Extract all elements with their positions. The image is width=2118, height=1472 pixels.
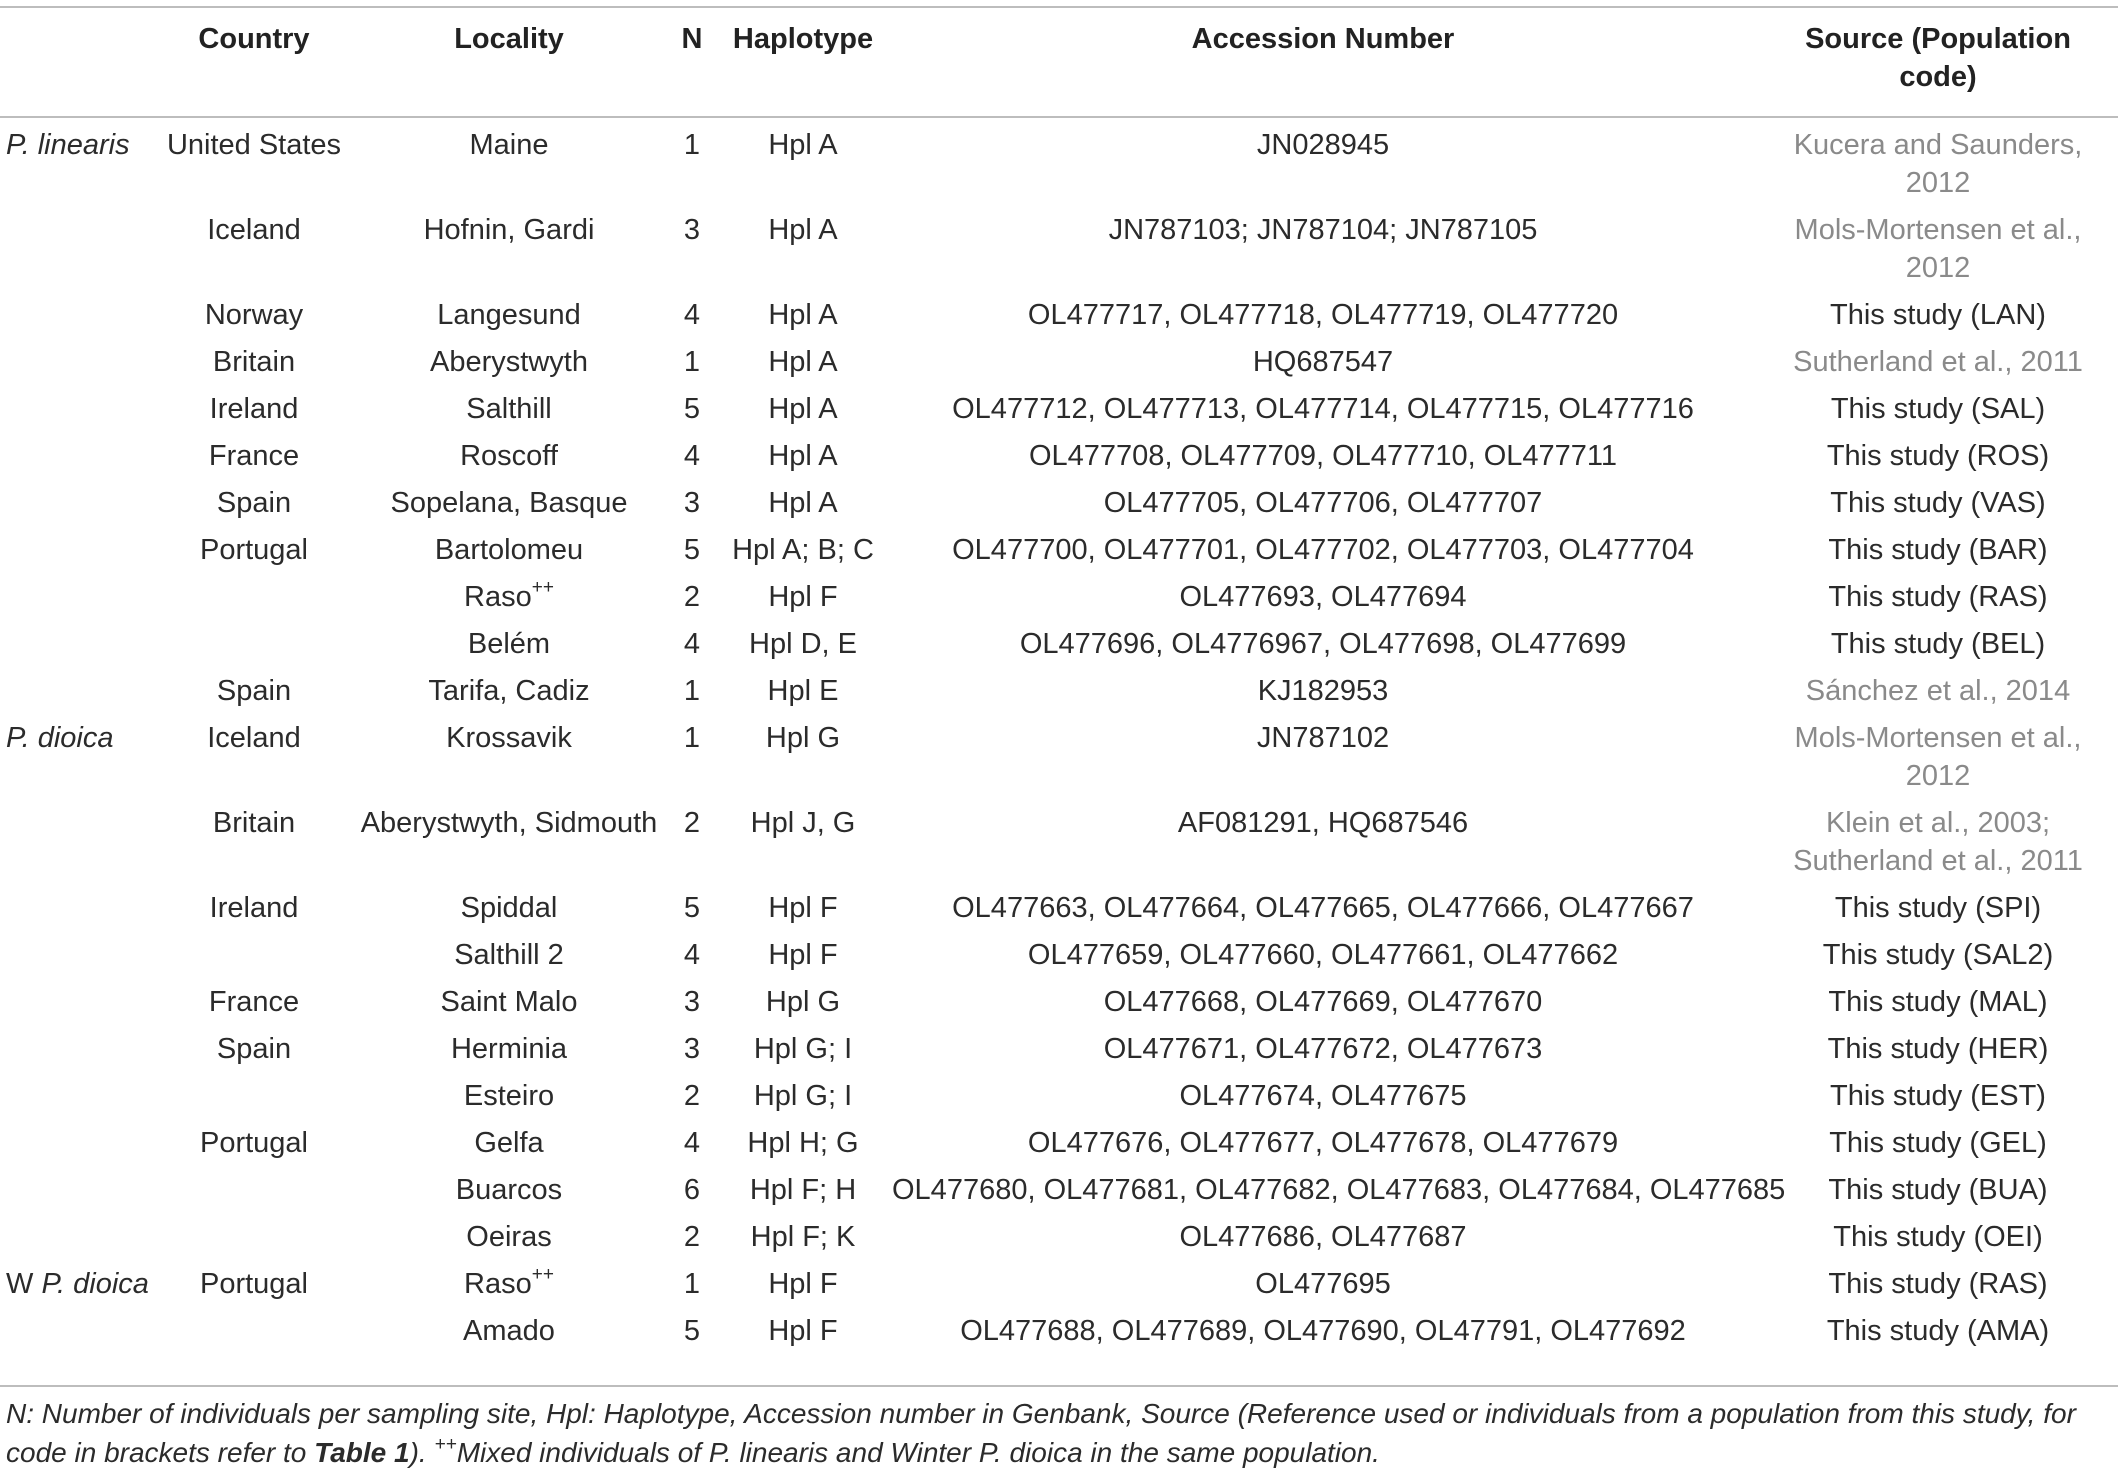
table-row: [0, 386, 2118, 433]
cell-source: Klein et al., 2003; Sutherland et al., 2011: [1793, 807, 2083, 877]
header-source: Source (Population code): [1805, 23, 2071, 93]
cell-n: 5: [683, 1315, 701, 1347]
cell-n: 3: [683, 214, 701, 246]
cell-locality: [352, 1167, 666, 1214]
species-name: P. dioica: [6, 722, 114, 754]
locality-name: Bartolomeu: [434, 534, 584, 566]
cell-accession: OL477686, OL477687: [1179, 1221, 1467, 1253]
cell-source: This study (AMA): [1826, 1315, 2050, 1347]
locality-name: Tarifa, Cadiz: [428, 675, 590, 707]
cell-haplotype: Hpl F: [768, 892, 838, 924]
table-row: [0, 715, 2118, 800]
cell-haplotype: Hpl G: [765, 722, 841, 754]
header-accession: Accession Number: [1191, 23, 1455, 55]
cell-species: [0, 112, 156, 207]
cell-haplotype: Hpl F: [768, 581, 838, 613]
cell-species: [0, 1167, 156, 1214]
cell-haplotype: Hpl H; G: [747, 1127, 859, 1159]
locality-name: Saint Malo: [440, 986, 578, 1018]
table-row: [0, 800, 2118, 885]
table-row: [0, 207, 2118, 292]
cell-locality: [352, 1308, 666, 1355]
cell-n: 2: [683, 807, 701, 839]
cell-country: [156, 1167, 352, 1214]
cell-species: [0, 1214, 156, 1261]
table-row: [0, 1073, 2118, 1120]
cell-source: Mols-Mortensen et al., 2012: [1794, 214, 2082, 284]
cell-source: This study (BAR): [1828, 534, 2048, 566]
cell-species: [0, 480, 156, 527]
cell-locality: [352, 1026, 666, 1073]
cell-species: [0, 885, 156, 932]
cell-species: [0, 715, 156, 800]
locality-name: Salthill: [466, 393, 552, 425]
cell-haplotype: Hpl E: [767, 675, 839, 707]
cell-accession: OL477663, OL477664, OL477665, OL477666, OL477667: [952, 892, 1694, 924]
cell-country: United States: [166, 129, 342, 161]
cell-species: [0, 668, 156, 715]
cell-locality: [352, 207, 666, 292]
cell-haplotype: Hpl A: [768, 393, 838, 425]
table-row: [0, 1120, 2118, 1167]
locality-name: Raso: [464, 1268, 532, 1300]
cell-locality: [352, 1120, 666, 1167]
cell-species: [0, 1308, 156, 1355]
cell-source: This study (VAS): [1830, 487, 2046, 519]
cell-species: [0, 800, 156, 885]
cell-haplotype: Hpl F: [768, 1268, 838, 1300]
cell-country: Iceland: [207, 722, 301, 754]
cell-accession: OL477680, OL477681, OL477682, OL477683, OL477684, OL477685: [892, 1174, 1786, 1206]
table-row: [0, 668, 2118, 715]
table-footnote: [6, 1394, 2106, 1472]
cell-haplotype: Hpl F: [768, 1315, 838, 1347]
cell-haplotype: Hpl F: [768, 939, 838, 971]
cell-locality: [352, 339, 666, 386]
cell-species: [0, 339, 156, 386]
table-row: [0, 1261, 2118, 1308]
cell-country: Iceland: [207, 214, 301, 246]
cell-species: [0, 527, 156, 574]
cell-country: Ireland: [209, 892, 299, 924]
cell-n: 2: [683, 581, 701, 613]
cell-source: This study (EST): [1830, 1080, 2046, 1112]
table-row: [0, 1308, 2118, 1355]
table-row: [0, 527, 2118, 574]
cell-locality: [352, 1214, 666, 1261]
cell-accession: OL477668, OL477669, OL477670: [1103, 986, 1543, 1018]
cell-haplotype: Hpl A: [768, 129, 838, 161]
cell-source: This study (SPI): [1834, 892, 2042, 924]
cell-source: This study (SAL): [1830, 393, 2046, 425]
cell-accession: JN787102: [1256, 722, 1390, 754]
cell-n: 5: [683, 393, 701, 425]
cell-locality: [352, 433, 666, 480]
cell-haplotype: Hpl F; K: [750, 1221, 856, 1253]
cell-accession: AF081291, HQ687546: [1177, 807, 1469, 839]
cell-source: This study (HER): [1827, 1033, 2049, 1065]
cell-locality: [352, 979, 666, 1026]
cell-country: France: [208, 986, 300, 1018]
locality-name: Spiddal: [460, 892, 558, 924]
cell-accession: OL477700, OL477701, OL477702, OL477703, OL477704: [952, 534, 1694, 566]
locality-name: Oeiras: [466, 1221, 552, 1253]
cell-n: 1: [683, 1268, 701, 1300]
cell-accession: OL477674, OL477675: [1179, 1080, 1467, 1112]
cell-haplotype: Hpl J, G: [750, 807, 856, 839]
header-haplotype: Haplotype: [732, 23, 874, 55]
cell-country: Ireland: [209, 393, 299, 425]
cell-species: [0, 1026, 156, 1073]
table-row: [0, 932, 2118, 979]
cell-accession: JN028945: [1256, 129, 1390, 161]
cell-n: 1: [683, 722, 701, 754]
cell-n: 1: [683, 675, 701, 707]
species-name: W P. dioica: [6, 1268, 149, 1300]
cell-country: Spain: [216, 487, 292, 519]
cell-accession: OL477696, OL4776967, OL477698, OL477699: [1019, 628, 1627, 660]
cell-source: Sutherland et al., 2011: [1793, 346, 2083, 378]
cell-haplotype: Hpl A: [768, 487, 838, 519]
cell-country: Spain: [216, 675, 292, 707]
bottom-rule: [0, 1385, 2118, 1387]
cell-accession: OL477693, OL477694: [1179, 581, 1467, 613]
table-row: [0, 292, 2118, 339]
top-rule: [0, 6, 2118, 8]
table-row: [0, 1026, 2118, 1073]
cell-n: 5: [683, 534, 701, 566]
cell-country: Norway: [204, 299, 304, 331]
cell-species: [0, 621, 156, 668]
cell-source: This study (GEL): [1829, 1127, 2047, 1159]
cell-locality: [352, 800, 666, 885]
cell-n: 1: [683, 129, 701, 161]
cell-species: [0, 386, 156, 433]
table-row: [0, 621, 2118, 668]
cell-country: [156, 574, 352, 621]
cell-source: This study (ROS): [1826, 440, 2050, 472]
cell-source: This study (OEI): [1833, 1221, 2043, 1253]
cell-locality: [352, 386, 666, 433]
cell-haplotype: Hpl F; H: [749, 1174, 857, 1206]
locality-name: Hofnin, Gardi: [423, 214, 595, 246]
locality-name: Gelfa: [474, 1127, 544, 1159]
cell-locality: [352, 1073, 666, 1120]
table-row: [0, 885, 2118, 932]
cell-species: [0, 1120, 156, 1167]
cell-n: 2: [683, 1080, 701, 1112]
cell-country: France: [208, 440, 300, 472]
cell-accession: OL477695: [1255, 1268, 1391, 1300]
cell-source: Kucera and Saunders, 2012: [1793, 129, 2083, 199]
cell-species: [0, 207, 156, 292]
cell-accession: OL477676, OL477677, OL477678, OL477679: [1027, 1127, 1619, 1159]
cell-n: 4: [683, 1127, 701, 1159]
cell-source: Sánchez et al., 2014: [1805, 675, 2071, 707]
cell-n: 3: [683, 487, 701, 519]
cell-n: 1: [683, 346, 701, 378]
locality-superscript: ++: [531, 1264, 554, 1286]
cell-haplotype: Hpl D, E: [749, 628, 857, 660]
table-row: [0, 1167, 2118, 1214]
locality-superscript: ++: [531, 577, 554, 599]
cell-source: This study (SAL2): [1822, 939, 2054, 971]
cell-country: Portugal: [199, 1268, 308, 1300]
cell-n: 2: [683, 1221, 701, 1253]
cell-haplotype: Hpl A: [768, 346, 838, 378]
table-row: [0, 339, 2118, 386]
cell-country: Spain: [216, 1033, 292, 1065]
header-n: N: [681, 23, 703, 55]
cell-n: 4: [683, 299, 701, 331]
cell-accession: OL477717, OL477718, OL477719, OL477720: [1027, 299, 1619, 331]
locality-name: Esteiro: [463, 1080, 555, 1112]
cell-haplotype: Hpl G; I: [753, 1033, 853, 1065]
cell-species: [0, 1261, 156, 1308]
locality-name: Langesund: [437, 299, 581, 331]
cell-locality: [352, 668, 666, 715]
locality-name: Aberystwyth: [430, 346, 588, 378]
cell-source: This study (BEL): [1830, 628, 2046, 660]
header-country: Country: [198, 23, 310, 55]
cell-locality: [352, 527, 666, 574]
haplotype-table: [0, 14, 2118, 1355]
cell-locality: [352, 885, 666, 932]
table-row: [0, 1214, 2118, 1261]
cell-accession: OL477712, OL477713, OL477714, OL477715, OL477716: [952, 393, 1694, 425]
cell-species: [0, 433, 156, 480]
cell-source: This study (LAN): [1830, 299, 2046, 331]
header-row: [0, 14, 2118, 112]
footnote-superscript: ++: [434, 1433, 457, 1455]
cell-haplotype: Hpl A: [768, 214, 838, 246]
cell-haplotype: Hpl A: [768, 440, 838, 472]
table-body: [0, 112, 2118, 1355]
cell-country: [156, 621, 352, 668]
locality-name: Roscoff: [460, 440, 558, 472]
table-row: [0, 574, 2118, 621]
cell-haplotype: Hpl G; I: [753, 1080, 853, 1112]
cell-accession: OL477705, OL477706, OL477707: [1103, 487, 1543, 519]
header-species: [0, 14, 156, 112]
cell-source: This study (BUA): [1828, 1174, 2048, 1206]
cell-locality: [352, 621, 666, 668]
cell-species: [0, 574, 156, 621]
cell-species: [0, 979, 156, 1026]
locality-name: Belém: [467, 628, 551, 660]
locality-name: Salthill 2: [454, 939, 564, 971]
cell-source: Mols-Mortensen et al., 2012: [1794, 722, 2082, 792]
cell-source: This study (RAS): [1828, 1268, 2048, 1300]
cell-n: 6: [683, 1174, 701, 1206]
cell-country: Britain: [212, 807, 296, 839]
cell-accession: KJ182953: [1257, 675, 1389, 707]
cell-accession: OL477708, OL477709, OL477710, OL477711: [1028, 440, 1617, 472]
table-row: [0, 979, 2118, 1026]
cell-source: This study (RAS): [1828, 581, 2048, 613]
cell-accession: OL477688, OL477689, OL477690, OL47791, OL477692: [960, 1315, 1686, 1347]
locality-name: Raso: [464, 581, 532, 613]
cell-accession: HQ687547: [1252, 346, 1394, 378]
cell-haplotype: Hpl A; B; C: [732, 534, 874, 566]
cell-country: Portugal: [199, 1127, 308, 1159]
cell-country: [156, 1214, 352, 1261]
locality-name: Herminia: [450, 1033, 568, 1065]
header-locality: Locality: [454, 23, 564, 55]
cell-source: This study (MAL): [1828, 986, 2048, 1018]
cell-locality: [352, 292, 666, 339]
cell-n: 3: [683, 986, 701, 1018]
locality-name: Maine: [469, 129, 549, 161]
cell-species: [0, 1073, 156, 1120]
cell-species: [0, 932, 156, 979]
table-row: [0, 433, 2118, 480]
cell-haplotype: Hpl G: [765, 986, 841, 1018]
table-row: [0, 480, 2118, 527]
cell-n: 4: [683, 628, 701, 660]
locality-name: Amado: [463, 1315, 555, 1347]
cell-n: 4: [683, 440, 701, 472]
cell-haplotype: Hpl A: [768, 299, 838, 331]
locality-name: Aberystwyth, Sidmouth: [360, 807, 658, 839]
footnote-text-1: N: Number of individuals per sampling site, Hpl: Haplotype, Accession number in Genbank, Source (Reference used or individuals from a population from this study, for code in brackets refer to: [6, 1398, 2076, 1468]
cell-country: Britain: [212, 346, 296, 378]
cell-accession: JN787103; JN787104; JN787105: [1108, 214, 1538, 246]
footnote-text-3: Mixed individuals of P. linearis and Winter P. dioica in the same population.: [456, 1437, 1380, 1468]
locality-name: Sopelana, Basque: [390, 487, 628, 519]
cell-country: [156, 932, 352, 979]
cell-country: Portugal: [199, 534, 308, 566]
cell-locality: [352, 574, 666, 621]
cell-country: [156, 1073, 352, 1120]
cell-n: 3: [683, 1033, 701, 1065]
cell-locality: [352, 480, 666, 527]
locality-name: Buarcos: [455, 1174, 563, 1206]
cell-n: 4: [683, 939, 701, 971]
cell-country: [156, 1308, 352, 1355]
species-name: P. linearis: [6, 129, 130, 161]
cell-accession: OL477671, OL477672, OL477673: [1103, 1033, 1543, 1065]
footnote-table-link[interactable]: Table 1: [314, 1437, 410, 1468]
cell-species: [0, 292, 156, 339]
cell-locality: [352, 932, 666, 979]
footnote-text-2: ).: [409, 1437, 435, 1468]
cell-locality: [352, 1261, 666, 1308]
table-row: [0, 112, 2118, 207]
cell-accession: OL477659, OL477660, OL477661, OL477662: [1027, 939, 1619, 971]
locality-name: Krossavik: [446, 722, 572, 754]
cell-n: 5: [683, 892, 701, 924]
cell-locality: [352, 715, 666, 800]
cell-locality: [352, 112, 666, 207]
